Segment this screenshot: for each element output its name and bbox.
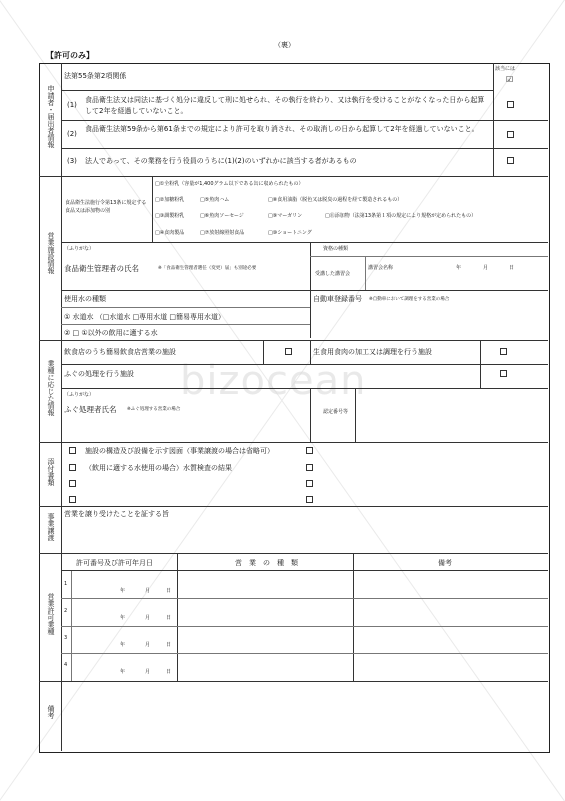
car-registration-note: ※自動車において調理をする営業の場合 [369,297,450,302]
applicant-item-checkbox[interactable] [507,157,514,164]
attachment-checkbox[interactable] [69,447,76,454]
attachment-checkbox[interactable] [306,447,313,454]
industry-row-label: 飲食店のうち簡易飲食店営業の施設 [64,348,176,356]
attachment-checkbox[interactable] [69,464,76,471]
applicant-item-text: 法人であって、その業務を行う役員のうちに(1)(2)のいずれかに該当する者があるもの [85,157,357,165]
attachment-checkbox[interactable] [306,496,313,503]
side-label-remarks: 備考 [47,705,55,719]
applicant-item-checkbox[interactable] [507,101,514,108]
attachment-checkbox[interactable] [306,464,313,471]
section-label: 【許可のみ】 [46,51,94,60]
water-option-1[interactable]: ① 水道水 （□水道水 □専用水道 □簡易専用水道） [64,313,226,321]
food-option[interactable]: □③調製粉乳 [155,213,185,219]
date-year: 年 [456,265,462,271]
food-option[interactable]: □①全粉乳（容量が1,400グラム以下である缶に収められたもの） [155,181,304,187]
side-label-attachments: 添付書類 [47,458,55,486]
permit-date-year: 年 [120,615,126,621]
fugu-name-label: ふぐ処理者氏名 [64,405,117,414]
food-option[interactable]: □⑦放射線照射食品 [200,230,245,236]
manager-note: ※「食品衛生管理者選任（変更）届」も別途必要 [158,266,257,271]
food-option[interactable]: □⑤魚肉ハム [200,197,230,203]
permit-row-number: 3 [64,635,68,641]
permit-date-year: 年 [120,642,126,648]
permit-col-note: 備考 [438,559,452,567]
side-label-applicant: 申請者・届出者情報 [47,85,55,148]
industry-checkbox[interactable] [500,370,507,377]
car-registration-label: 自動車登録番号 [313,295,362,303]
side-label-transfer: 事業譲渡 [47,513,55,541]
food-category-label: 食品衛生法施行令第13条に規定する食品又は添加物の別 [65,200,147,214]
furigana-label: （ふりがな） [64,246,95,252]
applicant-item-no: (3) [67,157,77,165]
course-label: 受講した講習会 [315,271,351,277]
page-marker: （裏） [274,41,295,49]
industry-checkbox[interactable] [500,348,507,355]
applicant-item-no: (1) [67,101,77,109]
transfer-label: 営業を譲り受けたことを証する旨 [64,510,169,518]
cert-number-label: 認定番号等 [323,409,349,415]
course-name-label: 講習会名称 [368,265,394,271]
permit-date-month: 月 [145,669,151,675]
attachment-item: （飲用に適する水使用の場合）水質検査の結果 [85,464,232,472]
permit-row-number: 4 [64,662,68,668]
food-option[interactable]: □⑩ショートニング [268,230,312,236]
permit-col-type: 営 業 の 種 類 [235,559,298,567]
food-option[interactable]: □④食肉製品 [155,230,185,236]
law-title: 法第55条第2項関係 [64,72,127,80]
water-type-label: 使用水の種類 [64,295,106,303]
check-header: 該当には [495,66,516,72]
food-option[interactable]: □⑧食用油脂（脱色又は脱臭の過程を経て製造されるもの） [268,197,403,203]
industry-row-label: ふぐの処理を行う施設 [64,370,134,378]
side-label-industry: 業種に応じた情報 [47,360,55,416]
permit-date-month: 月 [145,642,151,648]
attachment-checkbox[interactable] [69,480,76,487]
food-option[interactable]: □⑥魚肉ソーセージ [200,213,244,219]
date-month: 月 [483,265,489,271]
permit-row-number: 2 [64,608,68,614]
attachment-checkbox[interactable] [69,496,76,503]
water-option-2[interactable]: ② □ ①以外の飲用に適する水 [64,329,158,337]
permit-date-day: 日 [166,642,172,648]
permit-row-number: 1 [64,581,68,587]
food-option[interactable]: □②加糖粉乳 [155,197,185,203]
permit-date-day: 日 [166,588,172,594]
side-label-business: 営業施設情報 [47,232,55,274]
permit-date-day: 日 [166,615,172,621]
attachment-checkbox[interactable] [306,480,313,487]
permit-col-number: 許可番号及び許可年月日 [76,559,153,567]
date-day: 日 [509,265,515,271]
permit-date-month: 月 [145,615,151,621]
industry-row-label: 生食用食肉の加工又は調理を行う施設 [313,348,432,356]
fugu-note: ※ふぐ処理する営業の場合 [127,407,181,412]
attachment-item: 施設の構造及び設備を示す図面（事業譲渡の場合は省略可） [85,447,274,455]
food-option[interactable]: □⑪添加物（法第13条第１項の規定により規格が定められたもの） [325,213,477,219]
applicant-item-checkbox[interactable] [507,131,514,138]
side-label-permits: 営業許可業種 [47,593,55,635]
permit-date-month: 月 [145,588,151,594]
check-mark-icon: ☑ [506,75,514,84]
applicant-item-text: 食品衛生法第59条から第61条までの規定により許可を取り消され、その取消しの日から起算して2年を経過していないこと。 [85,125,479,133]
permit-date-year: 年 [120,588,126,594]
qualification-type-label: 資格の種類 [323,246,349,252]
side-column-divider [61,63,62,751]
industry-checkbox[interactable] [285,348,292,355]
permit-date-year: 年 [120,669,126,675]
manager-name-label: 食品衛生管理者の氏名 [64,264,139,273]
permit-date-day: 日 [166,669,172,675]
furigana-label: （ふりがな） [64,392,95,398]
applicant-item-text: 食品衛生法又は同法に基づく処分に違反して刑に処せられ、その執行を終わり、又は執行を受けることがなくなった日から起算して2年を経過していないこと。 [85,96,485,115]
watermark: bizocean [180,358,367,404]
food-option[interactable]: □⑨マーガリン [268,213,303,219]
applicant-item-no: (2) [67,130,77,138]
